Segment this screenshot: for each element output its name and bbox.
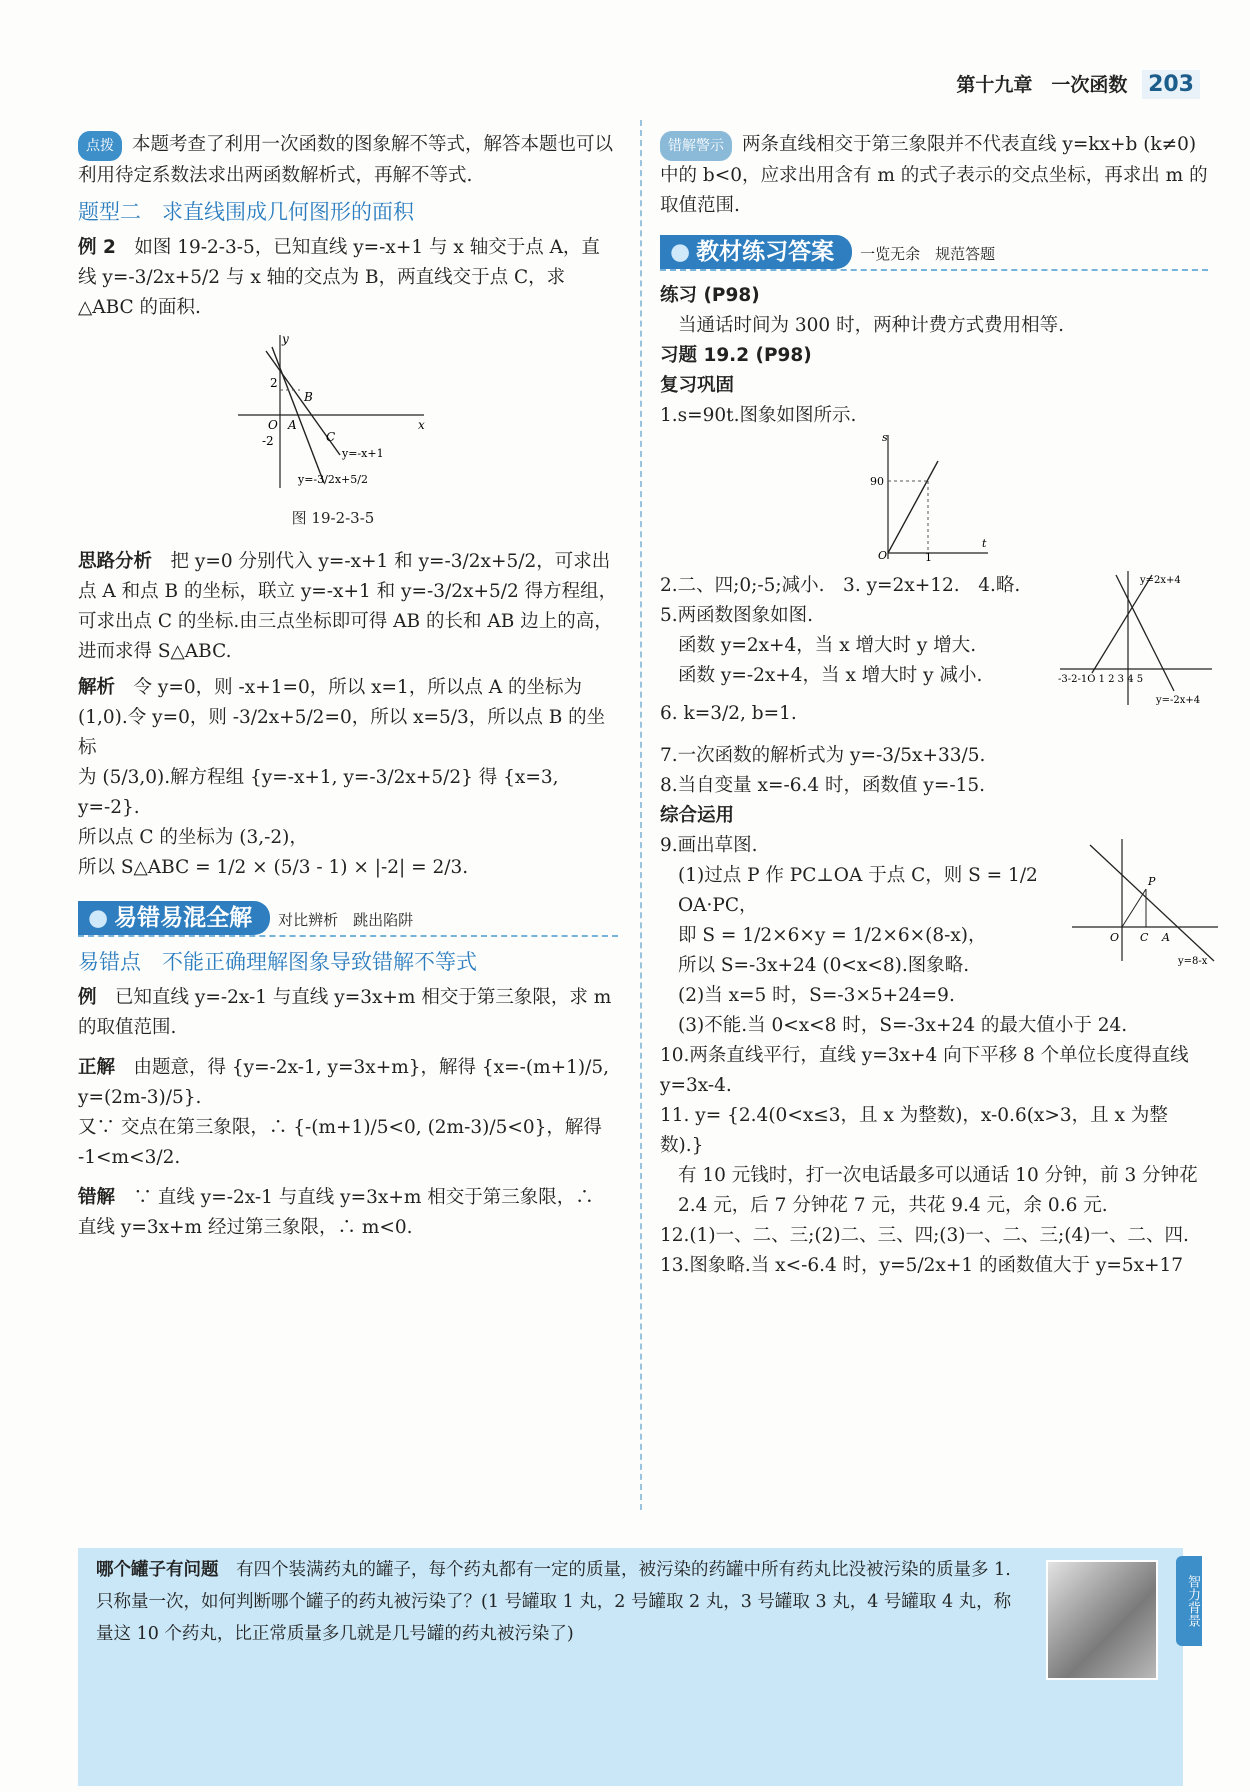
line-label: y=8-x <box>1178 956 1208 967</box>
footer-text: 有四个装满药丸的罐子，每个药丸都有一定的质量，被污染的药罐中所有药丸比没被污染的质量多 1.只称量一次，如何判断哪个罐子的药丸被污染了？(1 号罐取 1 丸，2 号罐取 2 丸，3 号罐取 3 丸，4 号罐取 4 丸，称量这 10 个药丸，比正常质量多几就是几号罐的药丸被污染了) <box>96 1560 1012 1644</box>
page-header <box>956 70 1200 99</box>
question-8: 8.当自变量 x=-6.4 时，函数值 y=-15. <box>660 775 986 796</box>
wrong-paragraph <box>78 1183 618 1243</box>
solution-line: 为 (5/3,0).解方程组 {y=-x+1, y=-3/2x+5/2} 得 {x=3, y=-2}. <box>78 767 559 818</box>
left-column <box>78 130 618 1243</box>
question-2: 2.二、四;0;-5;减小. <box>660 575 825 596</box>
origin-label: O <box>1110 931 1120 944</box>
practice-title: 练习 (P98) <box>660 285 760 306</box>
line-y-2x-plus-4 <box>1092 575 1152 673</box>
correct-line: 又∵ 交点在第三象限，∴ {-(m+1)/5<0, (2m-3)/5<0}，解得 -1<m<3/2. <box>78 1117 602 1168</box>
page-number: 203 <box>1142 70 1200 99</box>
example-text: 如图 19-2-3-5，已知直线 y=-x+1 与 x 轴交于点 A，直线 y=-3/2x+5/2 与 x 轴的交点为 B，两直线交于点 C，求 △ABC 的面积. <box>78 237 600 318</box>
correct-line: 由题意，得 {y=-2x-1, y=3x+m}，解得 {x=-(m+1)/5, y=(2m-3)/5}. <box>78 1057 609 1108</box>
practice-text: 当通话时间为 300 时，两种计费方式费用相等. <box>678 315 1064 336</box>
warning-tag: 错解警示 <box>660 131 732 161</box>
line1-label: y=-x+1 <box>342 447 384 460</box>
solution-line: 令 y=0，则 -x+1=0，所以 x=1，所以点 A 的坐标为 <box>133 677 582 698</box>
section-title: 题型二 求直线围成几何图形的面积 <box>78 200 414 224</box>
line-s-90t <box>888 461 938 553</box>
segment-op <box>1122 889 1146 927</box>
x-ticks-label: -3-2-1O 1 2 3 4 5 <box>1058 674 1144 685</box>
tick-neg2-label: -2 <box>262 434 274 448</box>
tick-1-label: 1 <box>925 551 932 561</box>
point-a-label: A <box>1162 931 1170 944</box>
error-banner-row <box>78 901 618 937</box>
error-example-text: 已知直线 y=-2x-1 与直线 y=3x+m 相交于第三象限，求 m 的取值范围. <box>78 987 612 1038</box>
question-4: 4.略. <box>978 575 1021 596</box>
y-label: y <box>282 333 289 346</box>
point-c-label: C <box>1140 931 1149 944</box>
question-9-1b: 即 S = 1/2×6×y = 1/2×6×(8-x)， <box>678 925 987 946</box>
figure-caption: 图 19-2-3-5 <box>291 509 375 527</box>
right-column <box>660 130 1208 1281</box>
line2-label: y=-2x+4 <box>1156 695 1201 706</box>
question-3: 3. y=2x+12. <box>843 575 960 596</box>
answer-banner: ● 教材练习答案 <box>660 235 852 269</box>
q1-graph <box>860 431 990 561</box>
question-6: 6. k=3/2, b=1. <box>660 703 797 724</box>
question-7: 7.一次函数的解析式为 y=-3/5x+33/5. <box>660 745 986 766</box>
solution-label: 解析 <box>78 677 116 698</box>
solution-line: 所以点 C 的坐标为 (3,-2)， <box>78 827 308 848</box>
question-5: 5.两函数图象如图. <box>660 605 814 626</box>
point-b-label: B <box>304 390 313 404</box>
question-9-1c: 所以 S=-3x+24 (0<x<8).图象略. <box>678 955 970 976</box>
question-1: 1.s=90t.图象如图所示. <box>660 405 857 426</box>
example-label: 例 2 <box>78 237 116 258</box>
question-13: 13.图象略.当 x<-6.4 时，y=5/2x+1 的函数值大于 y=5x+17 <box>660 1255 1184 1276</box>
error-title: 易错点 不能正确理解图象导致错解不等式 <box>78 950 477 974</box>
question-12: 12.(1)一、二、三;(2)二、三、四;(3)一、二、三;(4)一、二、四. <box>660 1225 1189 1246</box>
tip-paragraph <box>78 130 618 191</box>
exercise-title: 习题 19.2 (P98) <box>660 345 812 366</box>
warning-text: 两条直线相交于第三象限并不代表直线 y=kx+b (k≠0) 中的 b<0，应求出用含有 m 的式子表示的交点坐标，再求出 m 的取值范围. <box>660 134 1208 216</box>
column-divider <box>640 120 642 1510</box>
q5-graph <box>1056 569 1216 709</box>
q9-block <box>660 831 1208 1041</box>
question-5a: 函数 y=2x+4，当 x 增大时 y 增大. <box>678 635 977 656</box>
tip-text: 本题考查了利用一次函数的图象解不等式，解答本题也可以利用待定系数法求出两函数解析式，再解不等式. <box>78 134 614 186</box>
question-10: 10.两条直线平行，直线 y=3x+4 向下平移 8 个单位长度得直线 y=3x-4. <box>660 1045 1189 1096</box>
line-y-8-minus-x <box>1090 845 1214 961</box>
question-11: 11. y= {2.4(0<x≤3，且 x 为整数)，x-0.6(x>3，且 x 为整数).} <box>660 1105 1168 1156</box>
footer-text-block <box>96 1554 1026 1650</box>
analysis-paragraph <box>78 547 618 667</box>
apply-title: 综合运用 <box>660 805 735 826</box>
question-9-1: (1)过点 P 作 PC⊥OA 于点 C，则 S = 1/2 OA·PC， <box>678 865 1038 916</box>
x-label: x <box>418 418 425 432</box>
figure-19-2-3-5 <box>238 333 428 533</box>
footer-title: 哪个罐子有问题 <box>96 1560 219 1580</box>
wrong-label: 错解 <box>78 1187 116 1208</box>
origin-label: O <box>268 418 278 432</box>
correct-label: 正解 <box>78 1057 116 1078</box>
side-tab: 智力背景 <box>1176 1556 1202 1646</box>
warning-paragraph <box>660 130 1208 221</box>
question-5b: 函数 y=-2x+4，当 x 增大时 y 减小. <box>678 665 983 686</box>
example-paragraph <box>78 233 618 323</box>
tick-90-label: 90 <box>870 475 884 488</box>
solution-line: 所以 S△ABC = 1/2 × (5/3 - 1) × |-2| = 2/3. <box>78 857 469 878</box>
question-9-3: (3)不能.当 0<x<8 时，S=-3x+24 的最大值小于 24. <box>678 1015 1128 1036</box>
s-label: s <box>882 431 888 444</box>
correct-paragraph <box>78 1053 618 1113</box>
error-banner-sub: 对比辨析 跳出陷阱 <box>278 911 414 929</box>
point-p-label: P <box>1148 875 1156 888</box>
solution-line: (1,0).令 y=0，则 -3/2x+5/2=0，所以 x=5/3，所以点 B 的坐标 <box>78 707 606 758</box>
q9-graph <box>1070 837 1220 967</box>
review-title: 复习巩固 <box>660 375 735 396</box>
tip-tag: 点拨 <box>78 131 122 161</box>
answer-banner-row <box>660 235 1208 271</box>
tick-2-label: 2 <box>270 376 278 390</box>
error-example-label: 例 <box>78 987 97 1008</box>
error-banner: ● 易错易混全解 <box>78 901 270 935</box>
analysis-label: 思路分析 <box>78 551 153 572</box>
line1-label: y=2x+4 <box>1140 575 1181 586</box>
point-c-label: C <box>326 430 336 444</box>
wrong-text: ∵ 直线 y=-2x-1 与直线 y=3x+m 相交于第三象限，∴ 直线 y=3x+m 经过第三象限，∴ m<0. <box>78 1187 594 1238</box>
question-9-2: (2)当 x=5 时，S=-3×5+24=9. <box>678 985 955 1006</box>
answer-banner-sub: 一览无余 规范答题 <box>860 245 996 263</box>
line2-label: y=-3/2x+5/2 <box>298 473 368 486</box>
solution-paragraph <box>78 673 618 703</box>
origin-label: O <box>878 549 888 561</box>
chapter-title: 第十九章 一次函数 <box>956 74 1128 96</box>
q2-q8-block <box>660 571 1208 801</box>
point-a-label: A <box>288 418 297 432</box>
question-11b: 有 10 元钱时，打一次电话最多可以通话 10 分钟，前 3 分钟花 2.4 元，后 7 分钟花 7 元，共花 9.4 元，余 0.6 元. <box>678 1165 1198 1216</box>
figure-graph <box>238 333 428 493</box>
question-9: 9.画出草图. <box>660 835 758 856</box>
error-example <box>78 983 618 1043</box>
t-label: t <box>982 537 987 550</box>
analysis-text: 把 y=0 分别代入 y=-x+1 和 y=-3/2x+5/2，可求出点 A 和点 B 的坐标，联立 y=-x+1 和 y=-3/2x+5/2 得方程组，可求出点 C 的坐标.由三点坐标即可得 AB 的长和 AB 边上的高，进而求得 S△ABC. <box>78 551 618 662</box>
jar-photo <box>1046 1560 1158 1680</box>
